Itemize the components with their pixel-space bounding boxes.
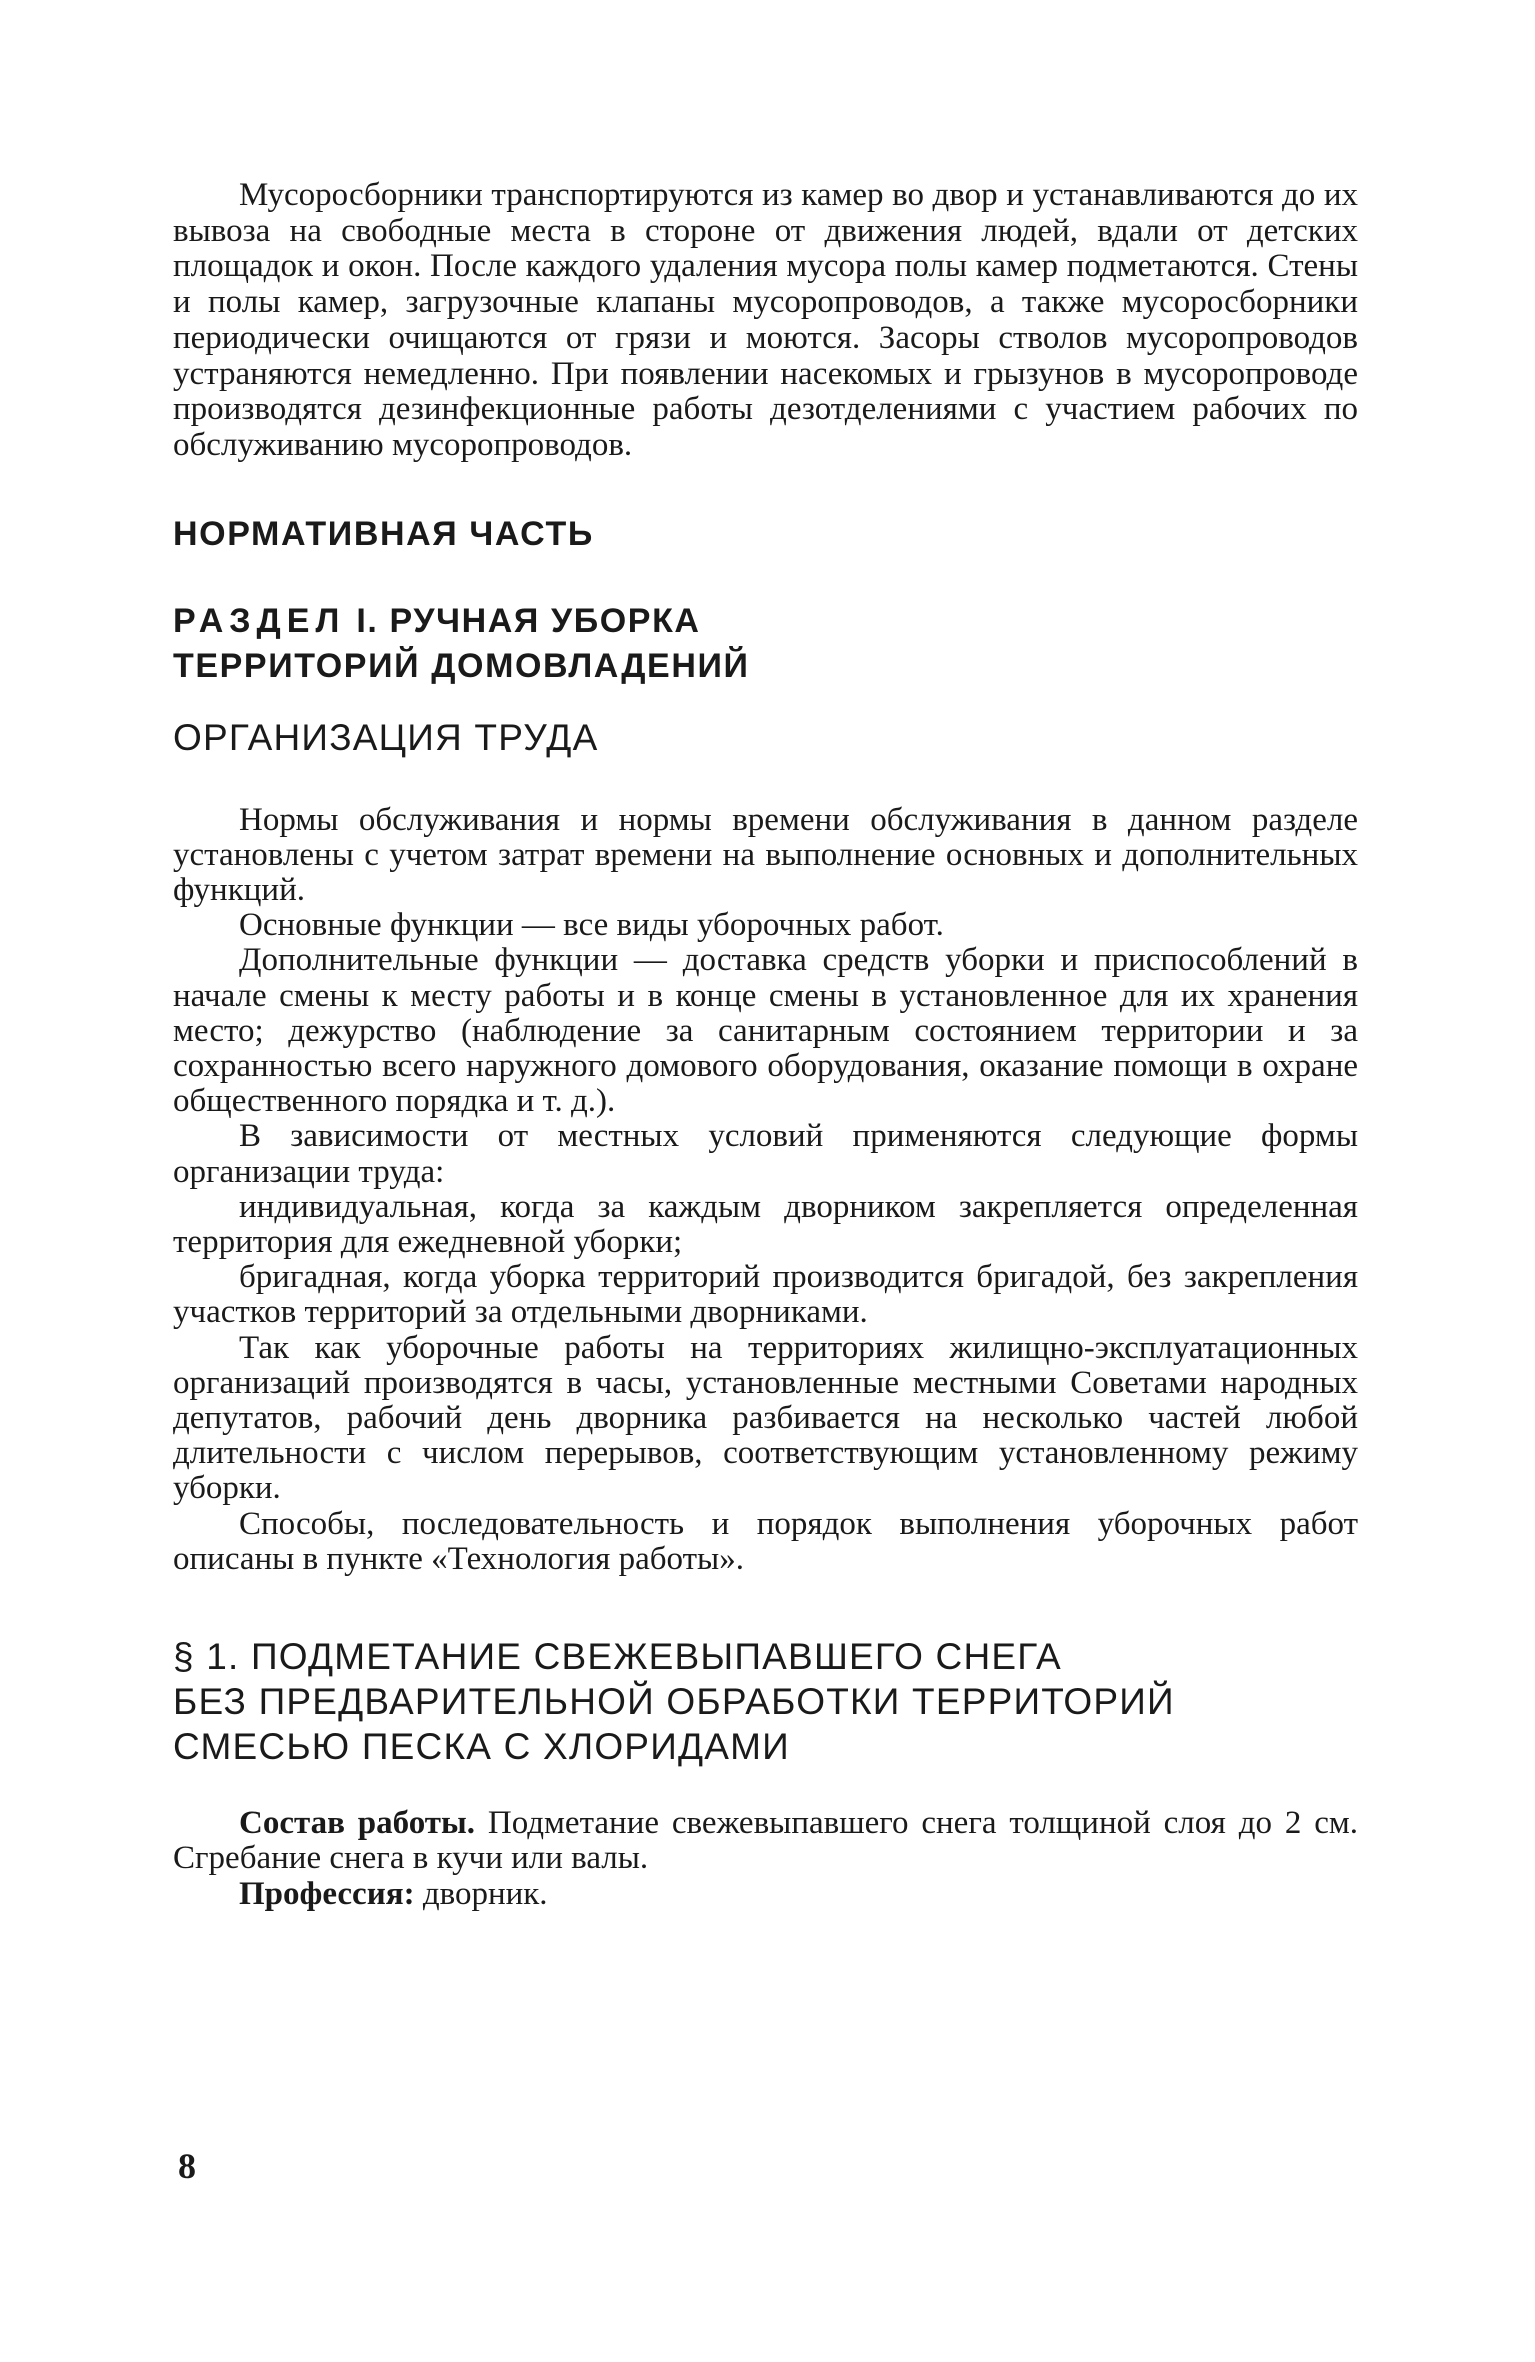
paragraph1-title-line1: § 1. ПОДМЕТАНИЕ СВЕЖЕВЫПАВШЕГО СНЕГА xyxy=(173,1636,1062,1678)
paragraph1-title-line3: СМЕСЬЮ ПЕСКА С ХЛОРИДАМИ xyxy=(173,1726,790,1768)
profession-label: Профессия: xyxy=(239,1875,415,1912)
organization-paragraph: индивидуальная, когда за каждым дворником закрепляется определенная территория для ежедневной уборки; xyxy=(173,1188,1358,1261)
section-label: РАЗДЕЛ xyxy=(173,601,346,640)
organization-paragraph: Способы, последовательность и порядок выполнения уборочных работ описаны в пункте «Технология работы». xyxy=(173,1505,1358,1577)
organization-paragraph: бригадная, когда уборка территорий производится бригадой, без закрепления участков территорий за отдельными дворниками. xyxy=(173,1259,1358,1331)
intro-paragraph: Мусоросборники транспортируются из камер во двор и устанавливаются до их вывоза на свободные места в стороне от движения людей, вдали от детских площадок и окон. После каждого удаления мусора полы камер подметаются. Стены и полы камер, загрузочные клапаны мусоропроводов, а также мусоросборники периодически очищаются от грязи и моются. Засоры стволов мусоропроводов устраняются немедленно. При появлении насекомых и грызунов в мусоропроводе производятся дезинфекционные работы дезотделениями с участием рабочих по обслуживанию мусоропроводов. xyxy=(173,177,1358,463)
paragraph1-heading xyxy=(173,1634,1358,1769)
section-heading xyxy=(173,599,1358,689)
profession-line xyxy=(173,1877,1358,1912)
organization-heading: ОРГАНИЗАЦИЯ ТРУДА xyxy=(173,716,599,758)
work-composition-label: Состав работы. xyxy=(239,1805,475,1842)
organization-paragraph: Нормы обслуживания и нормы времени обслуживания в данном разделе установлены с учетом затрат времени на выполнение основных и дополнительных функций. xyxy=(173,801,1358,909)
organization-paragraph: Основные функции — все виды уборочных работ. xyxy=(239,907,944,944)
organization-body xyxy=(173,803,1358,1577)
page-body xyxy=(173,178,1358,1912)
section-title-line2: ТЕРРИТОРИЙ ДОМОВЛАДЕНИЙ xyxy=(173,646,750,685)
paragraph1-title-line2: БЕЗ ПРЕДВАРИТЕЛЬНОЙ ОБРАБОТКИ ТЕРРИТОРИЙ xyxy=(173,1681,1175,1723)
page-number: 8 xyxy=(178,2146,196,2186)
work-composition-text: Подметание свежевыпавшего снега толщиной слоя до 2 см. Сгребание снега в кучи или валы. xyxy=(173,1805,1359,1877)
organization-paragraph: В зависимости от местных условий применяются следующие формы организации труда: xyxy=(173,1118,1358,1190)
organization-paragraph: Так как уборочные работы на территориях жилищно-эксплуатационных организаций производятся в часы, установленные местными Советами народных депутатов, рабочий день дворника разбивается на несколько частей любой длительности с числом перерывов, соответствующим установленному режиму уборки. xyxy=(173,1329,1358,1507)
normative-part-heading: НОРМАТИВНАЯ ЧАСТЬ xyxy=(173,514,594,553)
section-title-line1: I. РУЧНАЯ УБОРКА xyxy=(356,601,701,640)
organization-paragraph: Дополнительные функции — доставка средств уборки и приспособлений в начале смены к месту работы и в конце смены в установленное для их хранения место; дежурство (наблюдение за санитарным состоянием территории и за сохранностью всего наружного домового оборудования, оказание помощи в охране общественного порядка и т. д.). xyxy=(173,942,1358,1120)
work-composition xyxy=(173,1806,1358,1876)
profession-text: дворник. xyxy=(422,1875,548,1912)
